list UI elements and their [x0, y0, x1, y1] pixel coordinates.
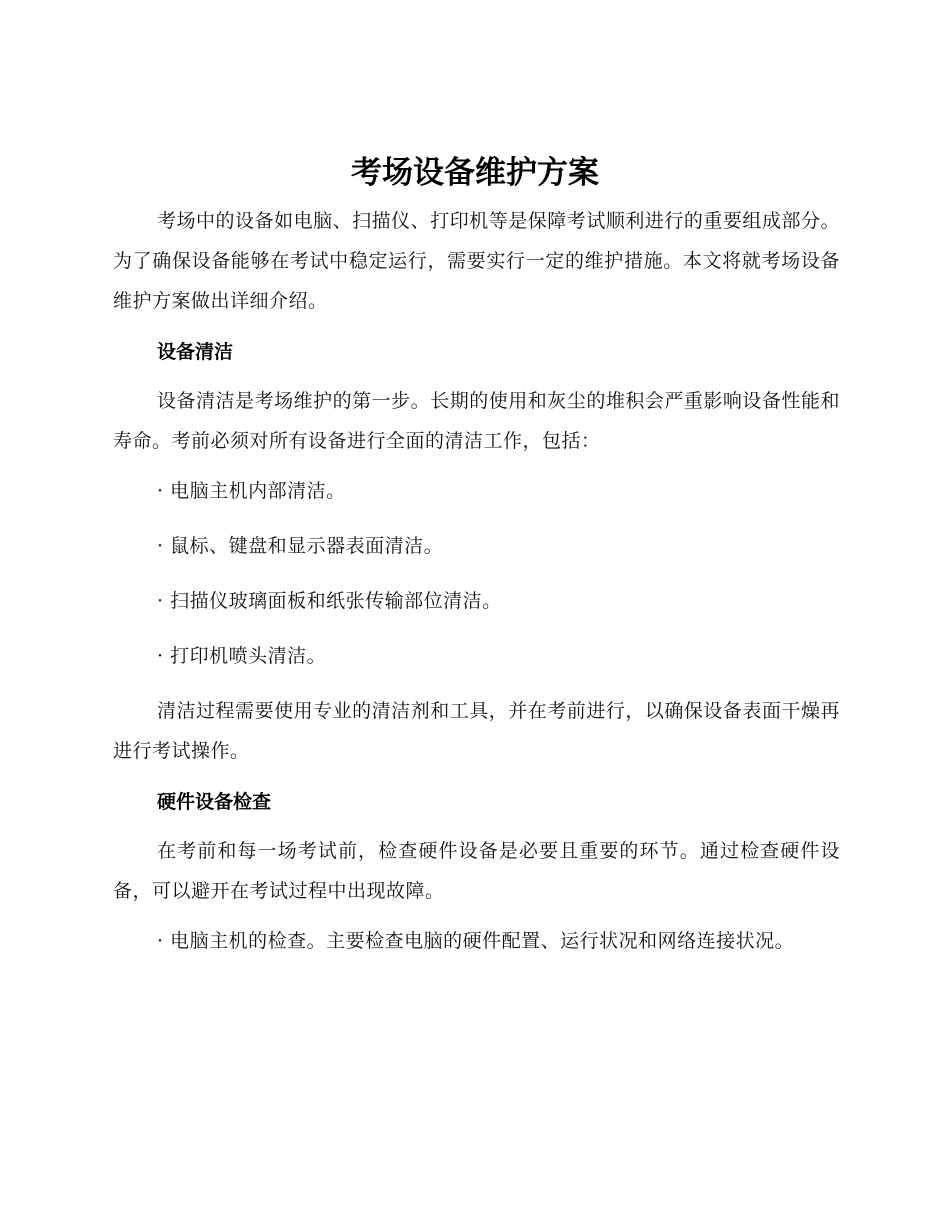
section-heading-cleaning: 设备清洁	[157, 341, 234, 363]
document-title: 考场设备维护方案	[351, 155, 599, 191]
cleaning-closing-paragraph: 清洁过程需要使用专业的清洁剂和工具，并在考前进行，以确保设备表面干燥再进行考试操作。	[113, 700, 840, 762]
bullet-item: · 鼠标、键盘和显示器表面清洁。	[157, 535, 444, 557]
bullet-item: · 电脑主机的检查。主要检查电脑的硬件配置、运行状况和网络连接状况。	[157, 930, 795, 952]
hardware-intro-paragraph: 在考前和每一场考试前，检查硬件设备是必要且重要的环节。通过检查硬件设备，可以避开在考试过程中出现故障。	[113, 840, 840, 902]
bullet-item: · 电脑主机内部清洁。	[157, 480, 346, 502]
bullet-item: · 打印机喷头清洁。	[157, 645, 327, 667]
section-heading-hardware-check: 硬件设备检查	[157, 791, 272, 813]
cleaning-intro-paragraph: 设备清洁是考场维护的第一步。长期的使用和灰尘的堆积会严重影响设备性能和寿命。考前必须对所有设备进行全面的清洁工作，包括：	[113, 390, 840, 452]
intro-paragraph: 考场中的设备如电脑、扫描仪、打印机等是保障考试顺利进行的重要组成部分。为了确保设备能够在考试中稳定运行，需要实行一定的维护措施。本文将就考场设备维护方案做出详细介绍。	[113, 210, 840, 312]
bullet-item: · 扫描仪玻璃面板和纸张传输部位清洁。	[157, 590, 502, 612]
document-body	[113, 201, 840, 976]
